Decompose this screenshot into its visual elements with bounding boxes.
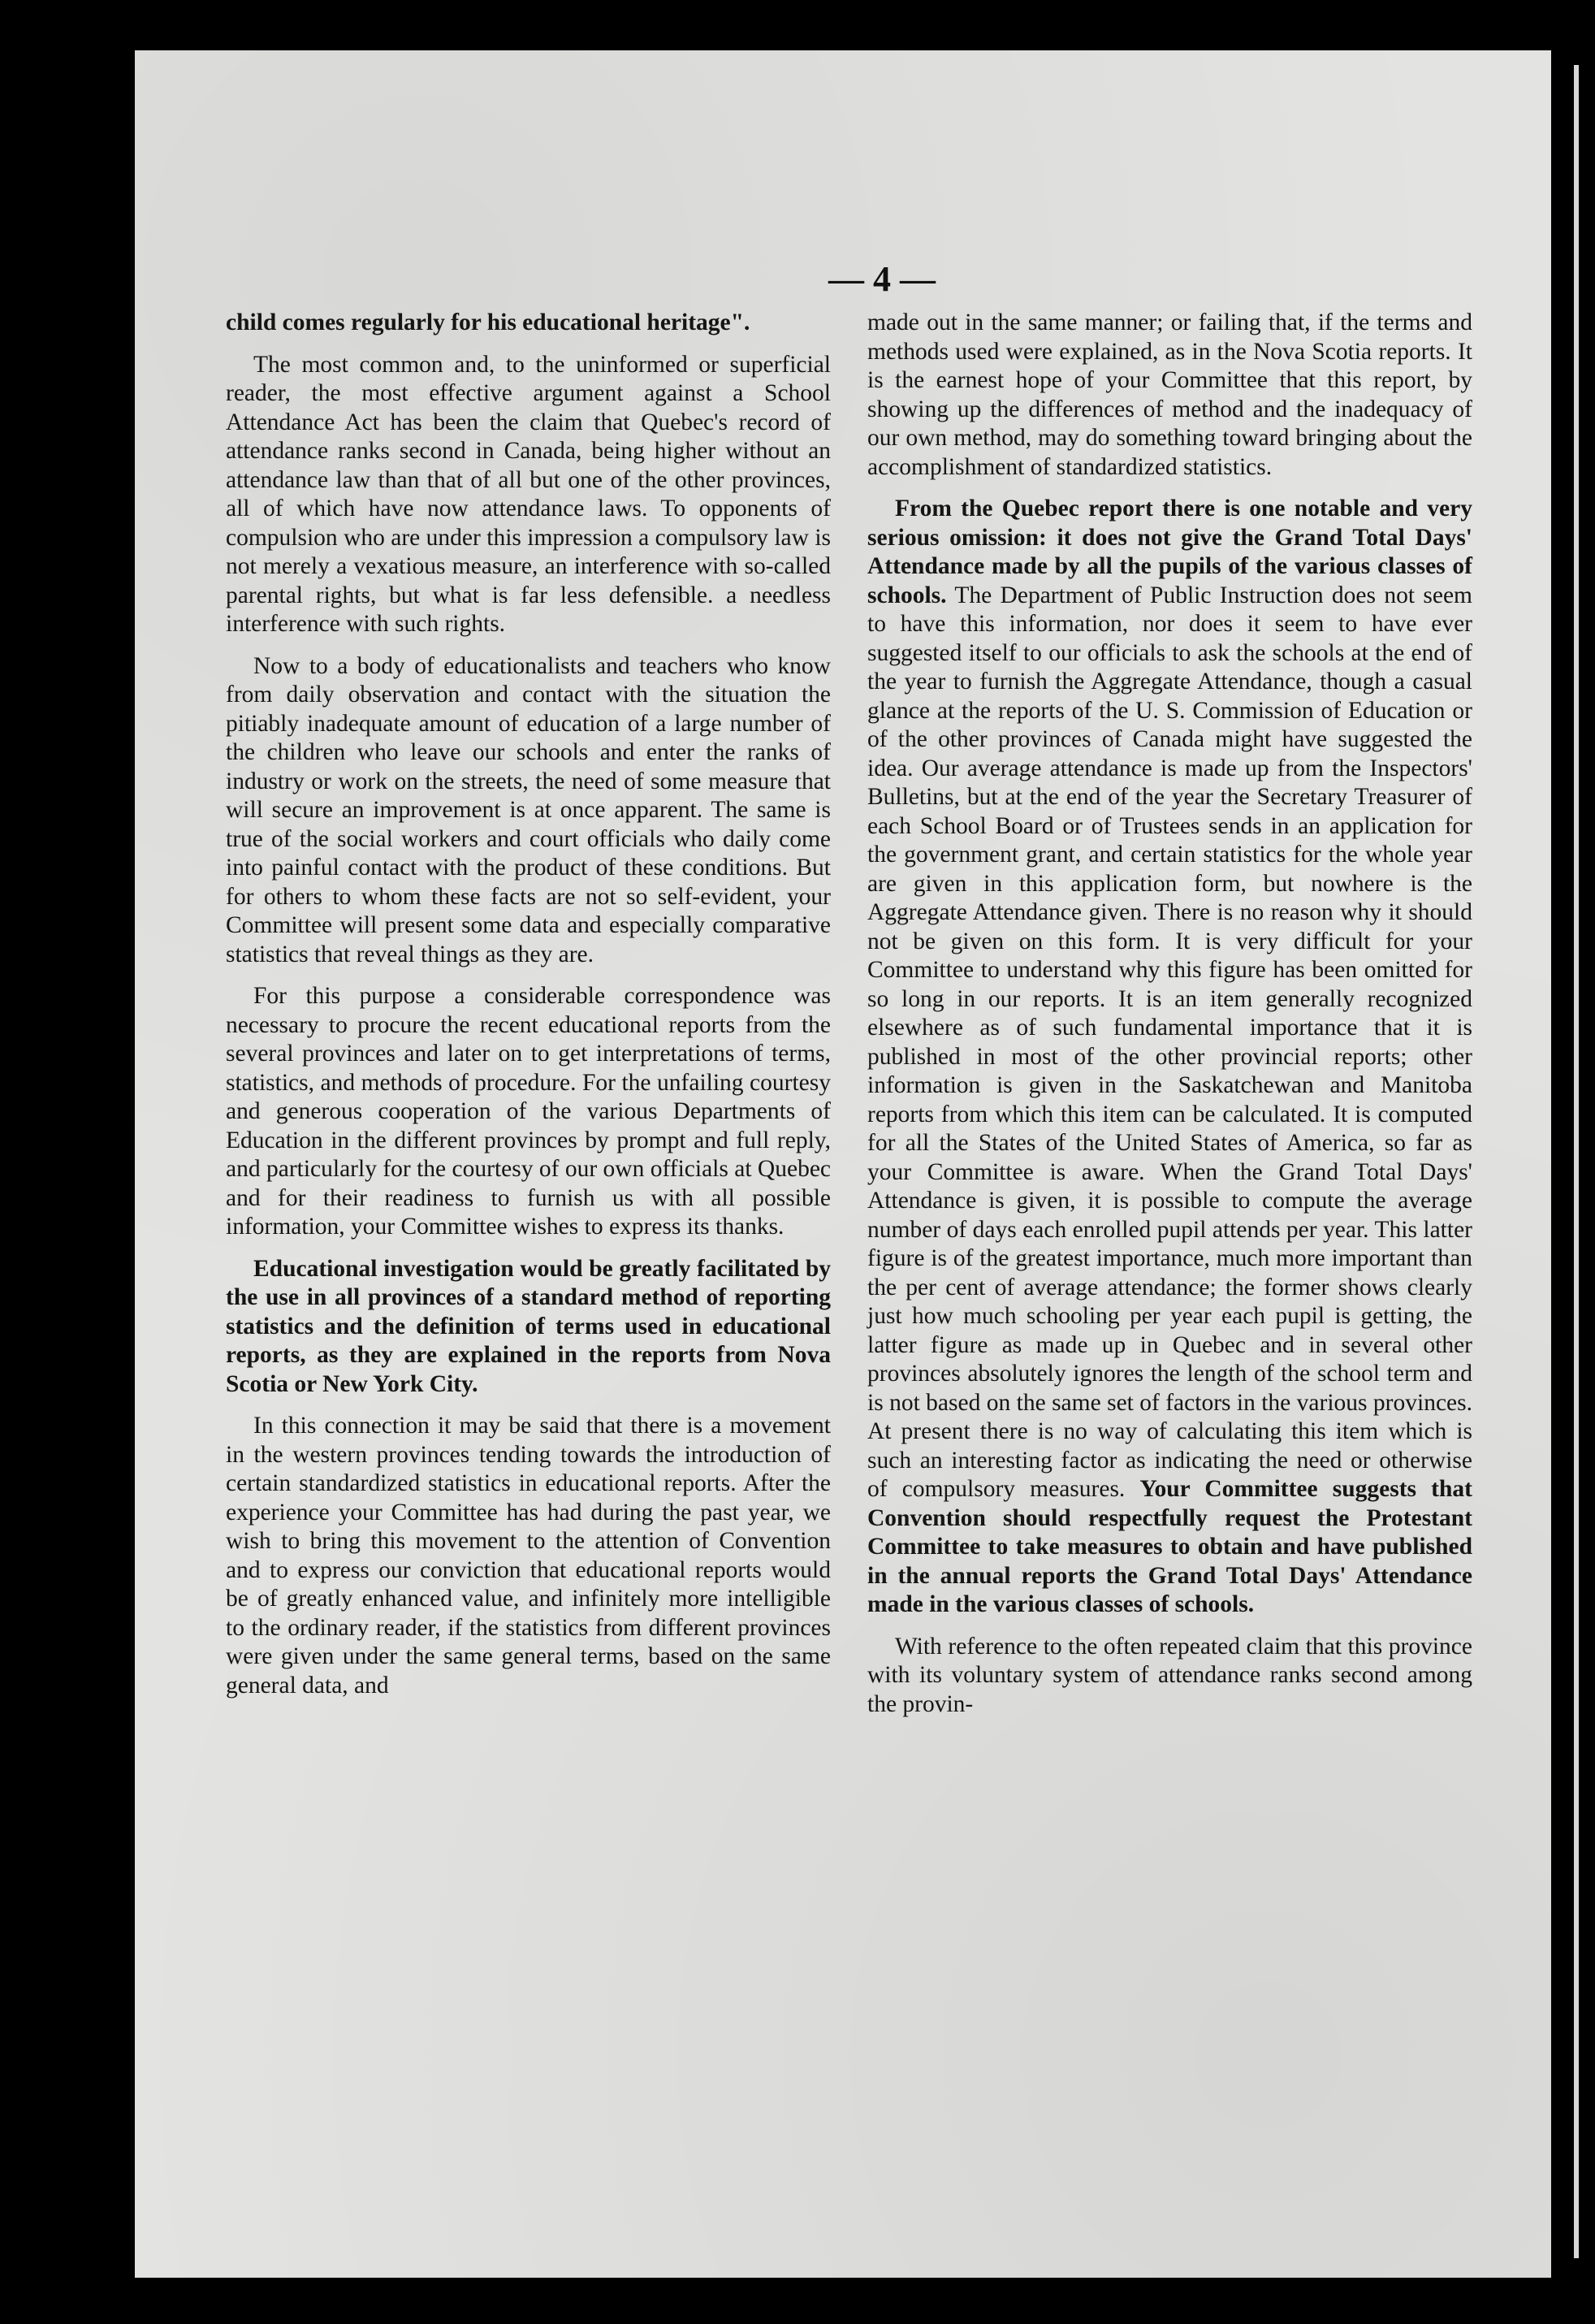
- paragraph: made out in the same manner; or failing that, if the terms and methods used were explained, as in the Nova Scotia reports. It is the earnest hope of your Committee that this report, by showing up the differences of method and the inadequacy of our own method, may do something toward bringing about the accomplishment of standardized statistics.: [867, 309, 1472, 480]
- bold-text: From the Quebec report there is one notable and very serious omission: it does not give the Grand Total Days' Attendance made by all the pupils of the various classes of schools.: [867, 496, 1472, 608]
- right-column: [867, 309, 1472, 1732]
- left-column: [226, 309, 831, 1713]
- paragraph: For this purpose a considerable correspondence was necessary to procure the recent educational reports from the several provinces and later on to get interpretations of terms, statistics, and methods of procedure. For the unfailing courtesy and generous cooperation of the various Departments of Education in the different provinces by prompt and full reply, and particularly for the courtesy of our own officials at Quebec and for their readiness to furnish us with all possible information, your Committee wishes to express its thanks.: [226, 983, 831, 1240]
- paragraph: child comes regularly for his educational heritage".: [226, 309, 750, 335]
- paragraph: [867, 495, 1472, 1620]
- bold-paragraph: Educational investigation would be greatly facilitated by the use in all provinces of a standard method of reporting statistics and the definition of terms used in educational reports, as they are explained in the reports from Nova Scotia or New York City.: [226, 1255, 831, 1397]
- paragraph: Now to a body of educationalists and teachers who know from daily observation and contact with the situation the pitiably inadequate amount of education of a large number of the children who leave our schools and enter the ranks of industry or work on the streets, the need of some measure that will secure an improvement is at once apparent. The same is true of the social workers and court officials who daily come into painful contact with the product of these conditions. But for others to whom these facts are not so self-evident, your Committee will present some data and especially comparative statistics that reveal things as they are.: [226, 652, 831, 967]
- paragraph: The most common and, to the uninformed or superficial reader, the most effective argument against a School Attendance Act has been the claim that Quebec's record of attendance ranks second in Canada, being higher without an attendance law than that of all but one of the other provinces, all of which have now attendance laws. To opponents of compulsion who are under this impression a compulsory law is not merely a vexatious measure, an interference with so-called parental rights, but what is far less defensible. a needless interference with such rights.: [226, 351, 831, 637]
- bold-text: Your Committee suggests that Convention should respectfully request the Protestant Committee to take measures to obtain and have published in the annual reports the Grand Total Days' Attendance made in the various classes of schools.: [867, 1476, 1472, 1617]
- paragraph-text: The Department of Public Instruction does not seem to have this information, nor does it seem to have ever suggested itself to our officials to ask the schools at the end of the year to furnish the Aggregate Attendance, though a casual glance at the reports of the U. S. Commission of Education or of the other provinces of Canada might have suggested the idea. Our average attendance is made up from the Inspectors' Bulletins, but at the end of the year the Secretary Treasurer of each School Board or of Trustees sends in an application for the government grant, and certain statistics for the whole year are given in this application form, but nowhere is the Aggregate Attendance given. There is no reason why it should not be given on this form. It is very difficult for your Committee to understand why this figure has been omitted for so long in our reports. It is an item generally recognized elsewhere as of such fundamental importance that it is published in most of the other provincial reports; other information is given in the Saskatchewan and Manitoba reports from which this item can be calculated. It is computed for all the States of the United States of America, so far as your Committee is aware. When the Grand Total Days' Attendance is given, it is possible to compute the average number of days each enrolled pupil attends per year. This latter figure is of the greatest importance, much more important than the per cent of average attendance; the former shows clearly just how much schooling per year each pupil is getting, the latter figure as made up in Quebec and in several other provinces absolutely ignores the length of the school term and is not based on the same set of factors in the various provinces. At present there is no way of calculating this item which is such an interesting factor as indicating the need or otherwise of compulsory measures.: [867, 582, 1472, 1502]
- paragraph: With reference to the often repeated claim that this province with its voluntary system of attendance ranks second among the provin-: [867, 1633, 1472, 1717]
- paragraph: In this connection it may be said that there is a movement in the western provinces tending towards the introduction of certain standardized statistics in educational reports. After the experience your Committee has had during the past year, we wish to bring this movement to the attention of Convention and to express our conviction that educational reports would be of greatly enhanced value, and infinitely more intelligible to the ordinary reader, if the statistics from different provinces were given under the same general terms, based on the same general data, and: [226, 1413, 831, 1699]
- page-number: — 4 —: [828, 259, 936, 299]
- facing-page-edge: [1574, 65, 1579, 2258]
